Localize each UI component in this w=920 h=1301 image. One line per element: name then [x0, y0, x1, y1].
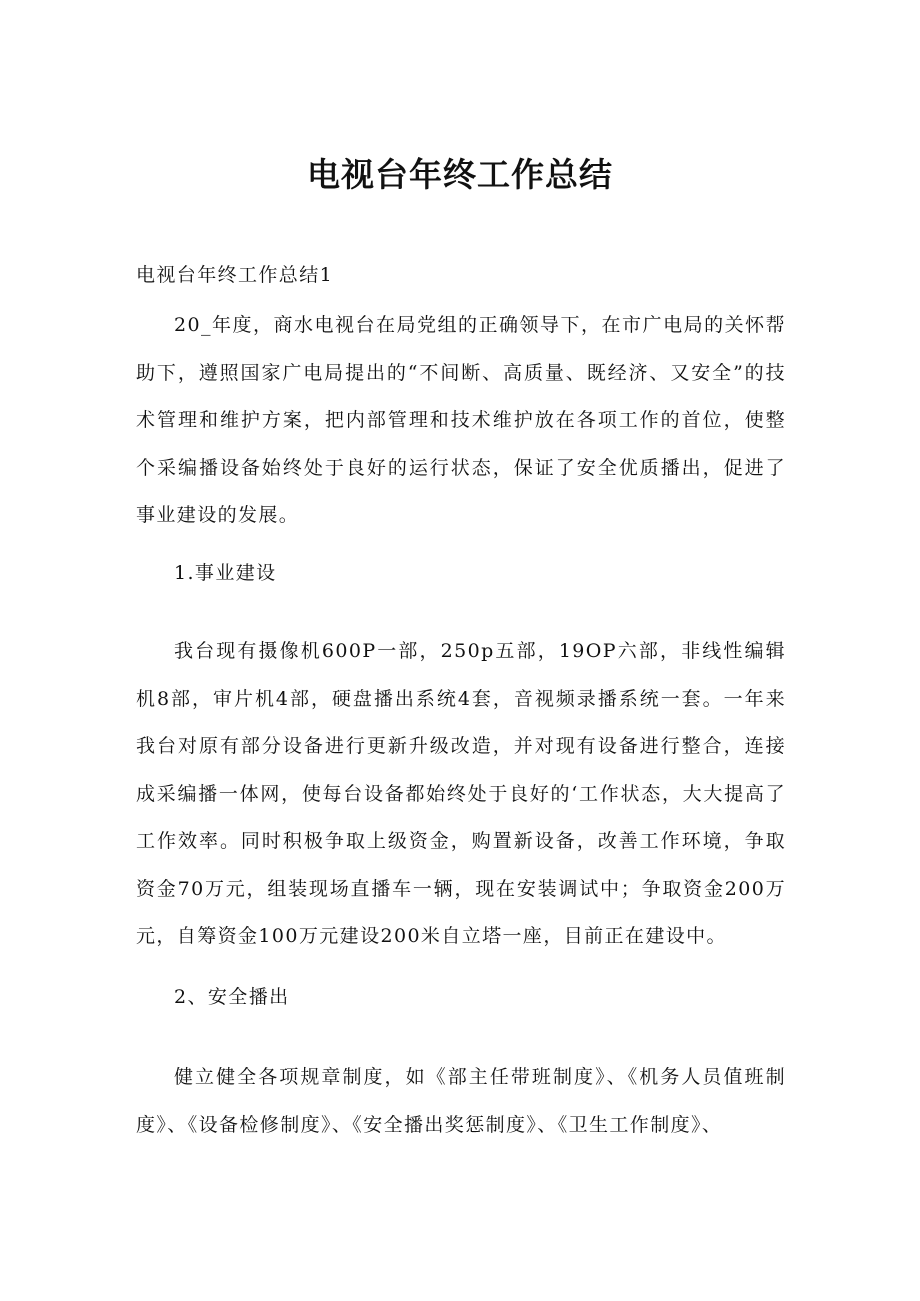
- section-heading-career-building: 1.事业建设: [174, 562, 277, 584]
- paragraph-equipment: 我台现有摄像机600P一部，250p五部，19OP六部，非线性编辑机8部，审片机4部，硬盘播出系统4套，音视频录播系统一套。一年来我台对原有部分设备进行更新升级改造，并对现有设备进行整合，连接成采编播一体网，使每台设备都始终处于良好的‘工作状态，大大提高了工作效率。同时积极争取上级资金，购置新设备，改善工作环境，争取资金70万元，组装现场直播车一辆，现在安装调试中；争取资金200万元，自筹资金100万元建设200米自立塔一座，目前正在建设中。: [136, 640, 786, 947]
- paragraph-regulations: 健立健全各项规章制度，如《部主任带班制度》、《机务人员值班制度》、《设备检修制度》、《安全播出奖惩制度》、《卫生工作制度》、: [136, 1066, 786, 1136]
- document-title: 电视台年终工作总结: [307, 155, 613, 194]
- section-heading-safe-broadcasting: 2、安全播出: [174, 986, 290, 1008]
- section-subtitle: 电视台年终工作总结1: [136, 264, 334, 286]
- paragraph-intro: 20_年度，商水电视台在局党组的正确领导下，在市广电局的关怀帮助下，遵照国家广电局提出的“不间断、高质量、既经济、又安全”的技术管理和维护方案，把内部管理和技术维护放在各项工作的首位，使整个采编播设备始终处于良好的运行状态，保证了安全优质播出，促进了事业建设的发展。: [136, 314, 786, 526]
